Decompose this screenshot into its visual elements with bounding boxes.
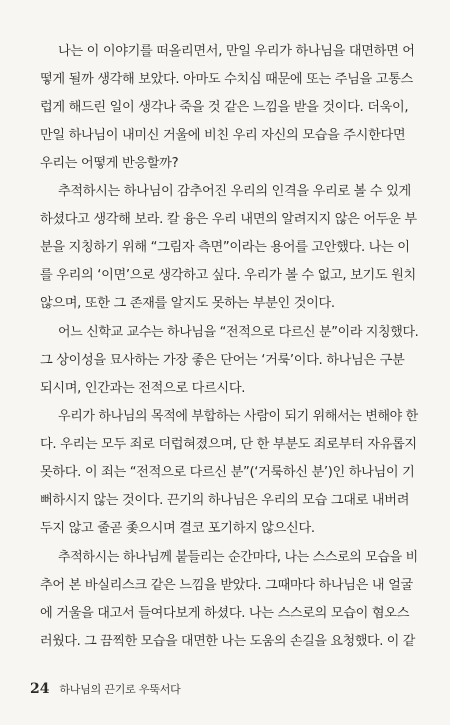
text-line: 추어 본 바실리스크 같은 느낌을 받았다. 그때마다 하나님은 내 얼굴	[40, 578, 413, 593]
text-line: 우리는 어떻게 반응할까?	[40, 156, 179, 171]
text-line: 럽게 해드린 일이 생각나 죽을 것 같은 느낌을 받을 것이다. 더욱이,	[40, 100, 409, 115]
text-line: 를 우리의 ‘이면’으로 생각하고 싶다. 우리가 볼 수 없고, 보기도 원치	[40, 268, 416, 283]
text-line: 어느 신학교 교수는 하나님을 “전적으로 다르신 분”이라 지칭했다.	[58, 325, 419, 340]
text-line: 우리가 하나님의 목적에 부합하는 사람이 되기 위해서는 변해야 한	[58, 409, 418, 424]
text-line: 추적하시는 하나님이 감추어진 우리의 인격을 우리로 볼 수 있게	[58, 184, 411, 199]
page-number: 24	[30, 681, 50, 697]
text-line: 떻게 될까 생각해 보았다. 아마도 수치심 때문에 또는 주님을 고통스	[40, 72, 413, 87]
page-footer	[30, 681, 181, 697]
text-line: 만일 하나님이 내미신 거울에 비친 우리 자신의 모습을 주시한다면	[40, 128, 406, 143]
running-head: 하나님의 끈기로 우뚝서다	[59, 683, 181, 696]
text-line: 에 거울을 대고서 들여다보게 하셨다. 나는 스스로의 모습이 혐오스	[40, 606, 410, 621]
text-line: 하셨다고 생각해 보라. 칼 융은 우리 내면의 알려지지 않은 어두운 부	[40, 212, 417, 227]
text-line: 되시며, 인간과는 전적으로 다르시다.	[40, 381, 246, 396]
text-line: 추적하시는 하나님께 붙들리는 순간마다, 나는 스스로의 모습을 비	[58, 550, 418, 565]
text-line: 다. 우리는 모두 죄로 더럽혀졌으며, 단 한 부분도 죄로부터 자유롭지	[40, 437, 417, 452]
text-line: 두지 않고 줄곧 좇으시며 결코 포기하지 않으신다.	[40, 521, 315, 536]
text-line: 그 상이성을 묘사하는 가장 좋은 단어는 ‘거룩’이다. 하나님은 구분	[40, 353, 405, 368]
text-line: 않으며, 또한 그 존재를 알지도 못하는 부분인 것이다.	[40, 296, 335, 311]
text-line: 분을 지칭하기 위해 “그림자 측면”이라는 용어를 고안했다. 나는 이	[40, 240, 410, 255]
text-line: 나는 이 이야기를 떠올리면서, 만일 우리가 하나님을 대면하면 어	[58, 44, 415, 59]
text-line: 러웠다. 그 끔찍한 모습을 대면한 나는 도움의 손길을 요청했다. 이 같	[40, 634, 416, 649]
text-line: 뻐하시지 않는 것이다. 끈기의 하나님은 우리의 모습 그대로 내버려	[40, 493, 410, 508]
text-line: 못하다. 이 죄는 “전적으로 다르신 분”(‘거룩하신 분’)인 하나님이 기	[40, 465, 415, 480]
